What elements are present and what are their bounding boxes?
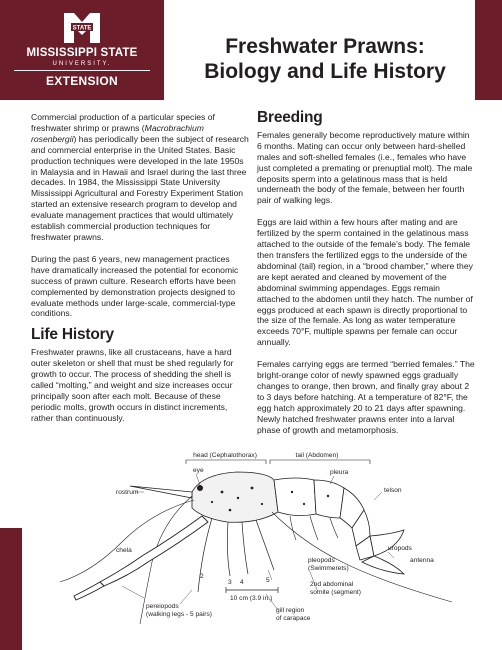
breeding-paragraph-3: Females carrying eggs are termed “berried females.” The bright-orange color of newly spawned eggs gradually changes to orange, then brown, and finally gray about 2 to 3 days before hatching. At a temperature of 82°F, the egg hatch approximately 20 to 21 days after spawning. Newly hatched freshwater prawns enter into a larval phase of growth and metamorphosis. — [257, 359, 475, 435]
intro-paragraph-1 — [31, 112, 249, 243]
head-bracket — [186, 460, 266, 464]
logo-university-word: UNIVERSITY. — [52, 61, 112, 67]
prawn-body — [130, 472, 404, 574]
life-history-paragraph: Freshwater prawns, like all crustaceans, have a hard outer skeleton or shell that must be shed regularly for growth to occur. The process of shedding the shell is called “molting,” and weight and size increases occur principally soon after each molt. Because of these periodic molts, growth occurs in distinct increments, rather than continuously. — [31, 347, 234, 423]
scale-label: 10 cm (3.9 in.) — [230, 595, 273, 602]
walking-legs — [198, 518, 274, 592]
breeding-paragraph-1: Females generally become reproductively mature within 6 months. Mating can occur only between hard-shelled males and soft-shelled females (i.e., females who have just completed a premating or prenuptial molt). The male deposits sperm into a gelatinous mass that is held underneath the body of the female, between her fourth pair of walking legs. — [257, 129, 473, 206]
life-history-heading: Life History — [31, 326, 114, 344]
left-column — [31, 112, 249, 435]
logo-shield-text: STATE — [72, 25, 92, 32]
chela-claw — [74, 516, 208, 600]
pereiopods-sub-label: (walking legs - 5 pairs) — [146, 611, 212, 618]
logo-divider — [14, 70, 150, 71]
leg-number-4: 4 — [240, 579, 244, 586]
head-label: head (Cephalothorax) — [193, 452, 257, 459]
title-line-1: Freshwater Prawns: — [225, 35, 425, 58]
footer-accent-band — [0, 528, 22, 650]
antenna-label: antenna — [410, 557, 434, 564]
rostrum-label: rostrum — [116, 489, 139, 496]
species-name: Macrobrachium rosenbergii — [31, 122, 204, 144]
intro-text-b: ) has periodically been the subject of research and commercial enterprise in the United States. Basic production techniques were developed in the late 1950s in Malaysia and in Hawaii and Israel during the last three decades. In 1984, the Mississippi State University Mississippi Agricultural and Forestry Experiment Station started an extensive research program to develop and evaluate management practices that would ultimately establish commercial production techniques for freshwater prawns. — [31, 133, 249, 242]
page-title — [175, 34, 475, 84]
tail-label: tail (Abdomen) — [295, 452, 339, 459]
pleopods-sub-label: (Swimmerets) — [308, 565, 349, 572]
right-column — [257, 109, 475, 446]
uropods-label: uropods — [388, 545, 412, 552]
msu-shield-icon — [62, 11, 102, 45]
logo-university-name: MISSISSIPPI STATE — [26, 47, 138, 59]
msu-extension-logo — [0, 0, 164, 100]
title-line-2: Biology and Life History — [204, 60, 446, 83]
tail-bracket — [270, 460, 370, 464]
logo-extension: EXTENSION — [45, 74, 119, 88]
gill-sub-label: of carapace — [276, 615, 311, 622]
telson-label: telson — [384, 487, 402, 494]
pleopods — [290, 516, 338, 540]
breeding-paragraph-2: Eggs are laid within a few hours after mating and are fertilized by the sperm contained in the gelatinous mass attached to the outside of the female’s body. The female then transfers the fertilized eggs to the underside of the abdominal (tail) region, in a “brood chamber,” where they are kept aerated and cleaned by movement of the abdominal swimming appendages. Eggs remain attached to the abdomen until they hatch. The number of eggs produced at each spawn is directly proportional to the size of the female. As long as water temperature exceeds 70°F, multiple spawns per female can occur annually. — [257, 217, 473, 348]
somite-label: 2nd abdominal — [310, 581, 354, 588]
somite-sub-label: somite (segment) — [310, 589, 361, 596]
chela-label: chela — [116, 547, 132, 554]
intro-paragraph-2: During the past 6 years, new management practices have dramatically increased the potential for economic success of prawn culture. Research efforts have been complemented by demonstration projects designed to evaluate methods under large-scale, commercial-type conditions. — [31, 253, 239, 319]
breeding-heading: Breeding — [257, 109, 323, 126]
pleura-label: pleura — [330, 469, 349, 476]
eye-icon — [197, 485, 203, 491]
leg-number-5: 5 — [266, 577, 270, 584]
prawn-anatomy-diagram — [52, 452, 475, 632]
pereiopods-label: pereiopods — [146, 603, 179, 610]
eye-label: eye — [193, 467, 204, 474]
pleopods-label: pleopods — [308, 557, 335, 564]
scale-bar — [226, 587, 278, 593]
gill-label: gill region — [276, 607, 305, 614]
leg-number-2: 2 — [200, 573, 204, 580]
leg-number-3: 3 — [228, 579, 232, 586]
intro-text-a: Commercial production of a particular species of freshwater shrimp or prawns ( — [31, 112, 215, 133]
header-accent-band — [475, 0, 502, 100]
